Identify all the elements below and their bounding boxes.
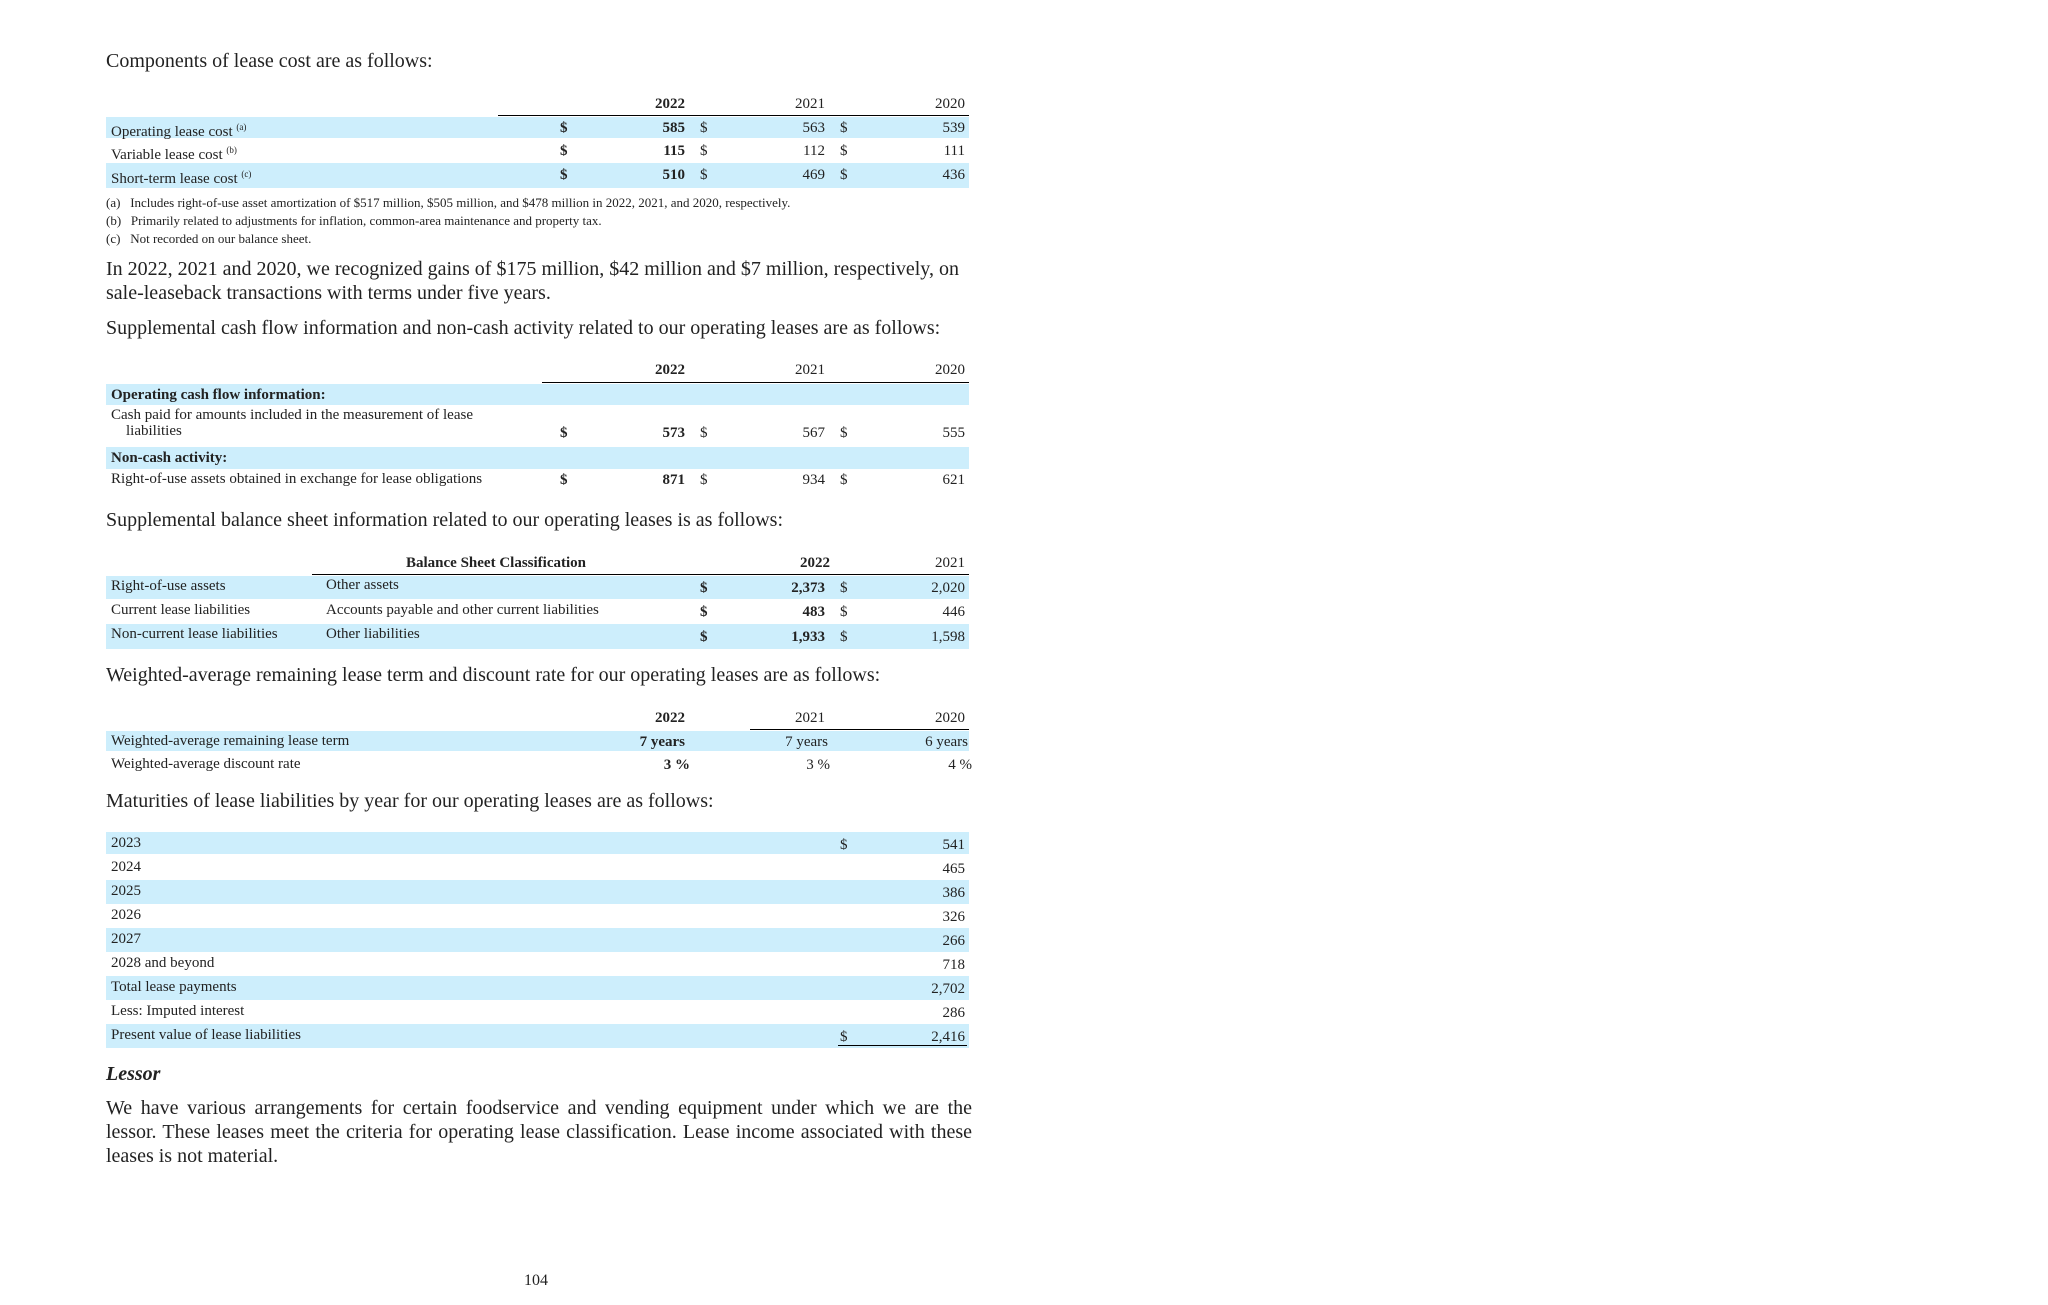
value-2022: 585 <box>662 120 685 136</box>
col-header-2022: 2022 <box>655 362 685 378</box>
maturity-value: 286 <box>942 1005 965 1021</box>
classification-cell: Other liabilities <box>326 626 420 642</box>
maturity-row-label: 2023 <box>111 835 141 851</box>
footnote-b: (b) Primarily related to adjustments for inflation, common-area maintenance and property tax. <box>106 213 602 228</box>
col-header-2021: 2021 <box>935 555 965 571</box>
currency-symbol: $ <box>700 120 708 136</box>
value-2021: 567 <box>802 425 825 441</box>
lessor-paragraph: We have various arrangements for certain foodservice and vending equipment under which we are the lessor. These leases meet the criteria for operating lease classification. Lease income associated with these leases is not material. <box>106 1097 972 1167</box>
maturity-value: 465 <box>942 861 965 877</box>
maturity-value: 326 <box>942 909 965 925</box>
value-2022: 573 <box>662 425 685 441</box>
currency-symbol: $ <box>560 472 568 488</box>
header-rule <box>498 115 969 116</box>
total-underline <box>838 1045 967 1046</box>
header-rule <box>750 729 969 730</box>
band-row <box>106 447 969 469</box>
currency-symbol: $ <box>840 167 848 183</box>
section-label: Non-cash activity: <box>111 450 228 466</box>
balance-sheet-heading: Supplemental balance sheet information related to our operating leases is as follows: <box>106 509 784 531</box>
table-row-label: Cash paid for amounts included in the measurement of lease liabilities <box>111 407 473 439</box>
currency-symbol: $ <box>560 167 568 183</box>
value-2021: 112 <box>803 143 825 159</box>
maturity-row-label: Present value of lease liabilities <box>111 1027 301 1043</box>
table-row-label: Variable lease cost $^{(b)}$ <box>111 145 237 163</box>
col-header-2020: 2020 <box>935 710 965 726</box>
value-2021: 2,020 <box>931 580 965 596</box>
value-2020: 555 <box>942 425 965 441</box>
col-header-2021: 2021 <box>795 362 825 378</box>
currency-symbol: $ <box>560 425 568 441</box>
value-2021: 446 <box>942 604 965 620</box>
maturities-heading: Maturities of lease liabilities by year for our operating leases are as follows: <box>106 790 714 812</box>
currency-symbol: $ <box>700 425 708 441</box>
value-2022: 510 <box>662 167 685 183</box>
currency-symbol: $ <box>700 143 708 159</box>
value-2021: 7 years <box>785 734 828 750</box>
value-2020: 539 <box>942 120 965 136</box>
value-2020: 111 <box>943 143 965 159</box>
currency-symbol: $ <box>560 120 568 136</box>
maturity-value: 541 <box>942 837 965 853</box>
header-rule <box>312 574 969 575</box>
section-label: Operating cash flow information: <box>111 387 326 403</box>
table-row-label: Right-of-use assets obtained in exchange for lease obligations <box>111 471 483 487</box>
gains-paragraph: In 2022, 2021 and 2020, we recognized gains of $175 million, $42 million and $7 million, respectively, on sale-leaseback transactions with terms under five years. <box>106 258 960 304</box>
value-2022: 483 <box>802 604 825 620</box>
currency-symbol: $ <box>840 425 848 441</box>
table-row-label: Weighted-average discount rate <box>111 756 301 772</box>
value-2022: 115 <box>663 143 685 159</box>
table-row-label: Non-current lease liabilities <box>111 626 278 642</box>
page-number: 104 <box>524 1272 548 1289</box>
col-header-2022: 2022 <box>800 555 830 571</box>
value-2021: 934 <box>802 472 825 488</box>
maturity-row-label: 2025 <box>111 883 141 899</box>
currency-symbol: $ <box>700 604 708 620</box>
col-header-2022: 2022 <box>655 96 685 112</box>
col-header-2020: 2020 <box>935 96 965 112</box>
maturity-value: 2,702 <box>931 981 965 997</box>
maturity-value: 2,416 <box>931 1029 965 1045</box>
currency-symbol: $ <box>840 1029 848 1045</box>
value-2021: 3 % <box>806 757 830 773</box>
value-2020: 436 <box>942 167 965 183</box>
value-2021: 469 <box>802 167 825 183</box>
maturity-value: 386 <box>942 885 965 901</box>
value-2020: 621 <box>942 472 965 488</box>
currency-symbol: $ <box>560 143 568 159</box>
col-header-2022: 2022 <box>655 710 685 726</box>
value-2020: 4 % <box>948 757 972 773</box>
col-header-2020: 2020 <box>935 362 965 378</box>
currency-symbol: $ <box>700 580 708 596</box>
col-header-2021: 2021 <box>795 96 825 112</box>
currency-symbol: $ <box>840 472 848 488</box>
value-2022: 7 years <box>639 734 685 750</box>
weighted-heading: Weighted-average remaining lease term and discount rate for our operating leases are as follows: <box>106 664 881 686</box>
maturity-value: 718 <box>942 957 965 973</box>
header-rule <box>542 382 969 383</box>
table-row-label: Current lease liabilities <box>111 602 251 618</box>
value-2022: 871 <box>662 472 685 488</box>
col-header-2021: 2021 <box>795 710 825 726</box>
value-2021: 1,598 <box>931 629 965 645</box>
table-row-label: Operating lease cost $^{(a)}$ <box>111 122 247 140</box>
maturity-row-label: 2026 <box>111 907 141 923</box>
currency-symbol: $ <box>840 604 848 620</box>
table-row-label: Short-term lease cost $^{(c)}$ <box>111 169 252 187</box>
currency-symbol: $ <box>700 167 708 183</box>
currency-symbol: $ <box>700 472 708 488</box>
currency-symbol: $ <box>840 143 848 159</box>
currency-symbol: $ <box>840 837 848 853</box>
band-row <box>106 880 969 904</box>
classification-cell: Accounts payable and other current liabilities <box>326 602 599 618</box>
value-2022: 2,373 <box>791 580 825 596</box>
value-2020: 6 years <box>925 734 968 750</box>
band-row <box>106 928 969 952</box>
cash-flow-heading: Supplemental cash flow information and non-cash activity related to our operating leases are as follows: <box>106 317 941 339</box>
footnote-a: (a) Includes right-of-use asset amortization of $517 million, $505 million, and $478 million in 2022, 2021, and 2020, respectively. <box>106 195 791 210</box>
maturity-value: 266 <box>942 933 965 949</box>
classification-cell: Other assets <box>326 577 399 593</box>
currency-symbol: $ <box>840 580 848 596</box>
lease-cost-heading: Components of lease cost are as follows: <box>106 50 433 72</box>
currency-symbol: $ <box>840 629 848 645</box>
footnote-c: (c) Not recorded on our balance sheet. <box>106 231 312 246</box>
currency-symbol: $ <box>700 629 708 645</box>
maturity-row-label: Total lease payments <box>111 979 237 995</box>
value-2022: 3 % <box>663 757 690 773</box>
value-2021: 563 <box>802 120 825 136</box>
lessor-heading: Lessor <box>106 1063 161 1085</box>
maturity-row-label: 2027 <box>111 931 141 947</box>
table-row-label: Weighted-average remaining lease term <box>111 733 350 749</box>
classification-header: Balance Sheet Classification <box>406 555 586 571</box>
value-2022: 1,933 <box>791 629 825 645</box>
maturity-row-label: 2024 <box>111 859 141 875</box>
maturity-row-label: 2028 and beyond <box>111 955 215 971</box>
currency-symbol: $ <box>840 120 848 136</box>
table-row-label: Right-of-use assets <box>111 578 226 594</box>
maturity-row-label: Less: Imputed interest <box>111 1003 245 1019</box>
